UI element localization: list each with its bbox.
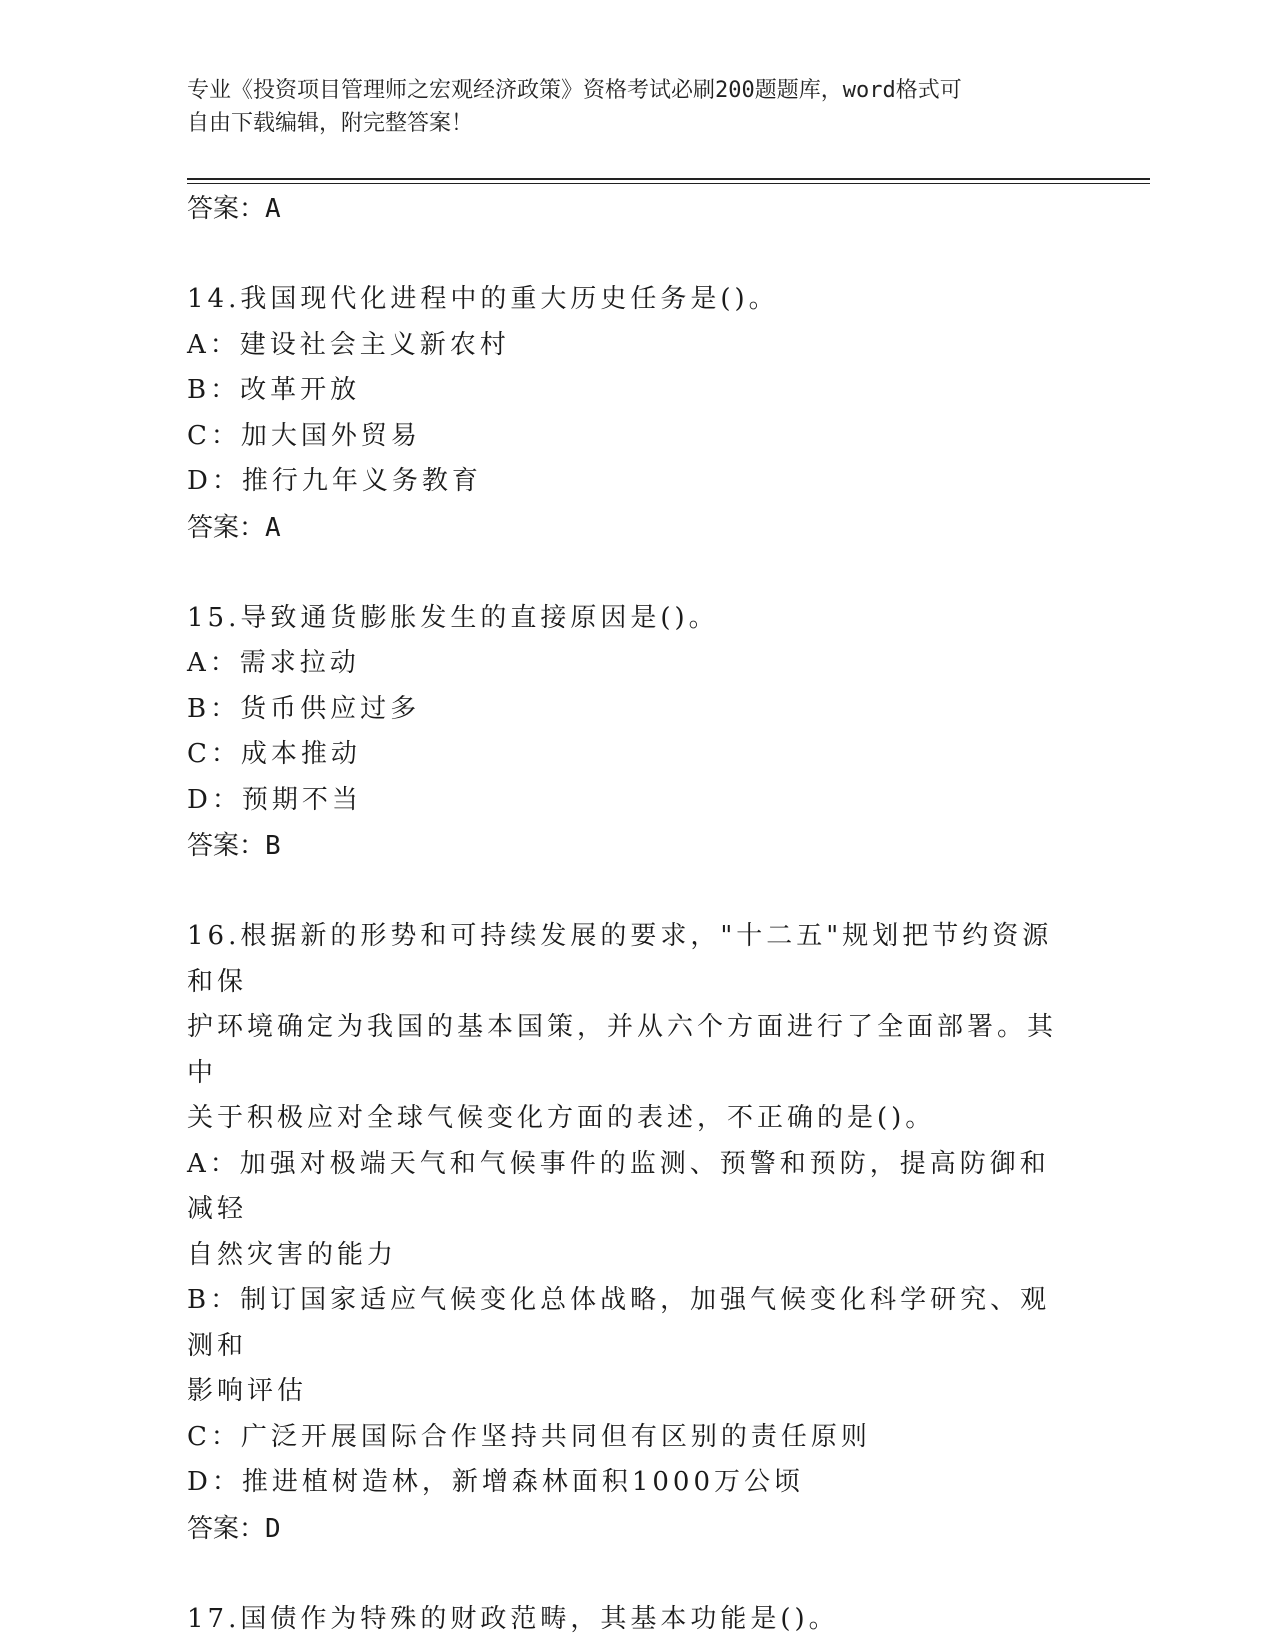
answer-option xyxy=(187,1415,1077,1461)
answer-option xyxy=(187,1460,1077,1506)
answer-option xyxy=(187,687,1077,733)
answer-option xyxy=(187,323,1077,369)
option-text: B：改革开放 xyxy=(187,375,361,405)
option-text: C：成本推动 xyxy=(187,739,361,769)
question-block xyxy=(187,277,1077,551)
option-text: A：需求拉动 xyxy=(187,648,360,678)
question-text: 15.导致通货膨胀发生的直接原因是()。 xyxy=(187,602,719,633)
question-text: 16.根据新的形势和可持续发展的要求，"十二五"规划把节约资源和保 xyxy=(187,921,1053,997)
option-text: A：建设社会主义新农村 xyxy=(187,329,510,360)
header-rule-thick xyxy=(187,178,1150,180)
option-text: 自然灾害的能力 xyxy=(187,1239,398,1270)
question-text: 关于积极应对全球气候变化方面的表述，不正确的是()。 xyxy=(187,1103,936,1133)
question-spacer xyxy=(187,1552,1077,1597)
answer-option xyxy=(187,459,1077,505)
question-text: 17.国债作为特殊的财政范畴，其基本功能是()。 xyxy=(187,1603,839,1634)
question-list xyxy=(187,232,1077,1642)
header-line-1: 专业《投资项目管理师之宏观经济政策》资格考试必刷200题题库，word格式可 xyxy=(187,78,962,103)
question-spacer xyxy=(187,551,1077,596)
option-text: D：推行九年义务教育 xyxy=(187,466,482,496)
answer-option xyxy=(187,732,1077,778)
question-block xyxy=(187,914,1077,1552)
option-text: D：推进植树造林，新增森林面积1000万公顷 xyxy=(187,1467,805,1497)
answer-option xyxy=(187,1278,1077,1415)
option-text: D：预期不当 xyxy=(187,784,362,815)
answer-option xyxy=(187,778,1077,824)
previous-answer: 答案：A xyxy=(187,194,281,224)
document-header xyxy=(187,74,1077,140)
answer-option xyxy=(187,1142,1077,1279)
option-text: 影响评估 xyxy=(187,1376,308,1406)
question-spacer xyxy=(187,232,1077,277)
option-text: B：货币供应过多 xyxy=(187,693,421,724)
document-body xyxy=(187,186,1077,1642)
option-text: A：加强对极端天气和气候事件的监测、预警和预防，提高防御和减轻 xyxy=(187,1148,1050,1224)
answer-option xyxy=(187,368,1077,414)
option-text: C：加大国外贸易 xyxy=(187,420,421,451)
option-text: B：制订国家适应气候变化总体战略，加强气候变化科学研究、观测和 xyxy=(187,1285,1051,1361)
answer-key: 答案：D xyxy=(187,1513,281,1544)
question-spacer xyxy=(187,869,1077,914)
question-text: 护环境确定为我国的基本国策，并从六个方面进行了全面部署。其中 xyxy=(187,1012,1058,1088)
answer-key: 答案：B xyxy=(187,831,281,861)
question-block xyxy=(187,1597,1077,1643)
option-text: C：广泛开展国际合作坚持共同但有区别的责任原则 xyxy=(187,1421,871,1452)
header-line-2: 自由下载编辑，附完整答案！ xyxy=(187,111,474,136)
question-block xyxy=(187,596,1077,870)
answer-option xyxy=(187,414,1077,460)
question-text: 14.我国现代化进程中的重大历史任务是()。 xyxy=(187,284,779,314)
answer-key: 答案：A xyxy=(187,512,281,543)
answer-option xyxy=(187,641,1077,687)
header-rule-thin xyxy=(187,183,1150,184)
